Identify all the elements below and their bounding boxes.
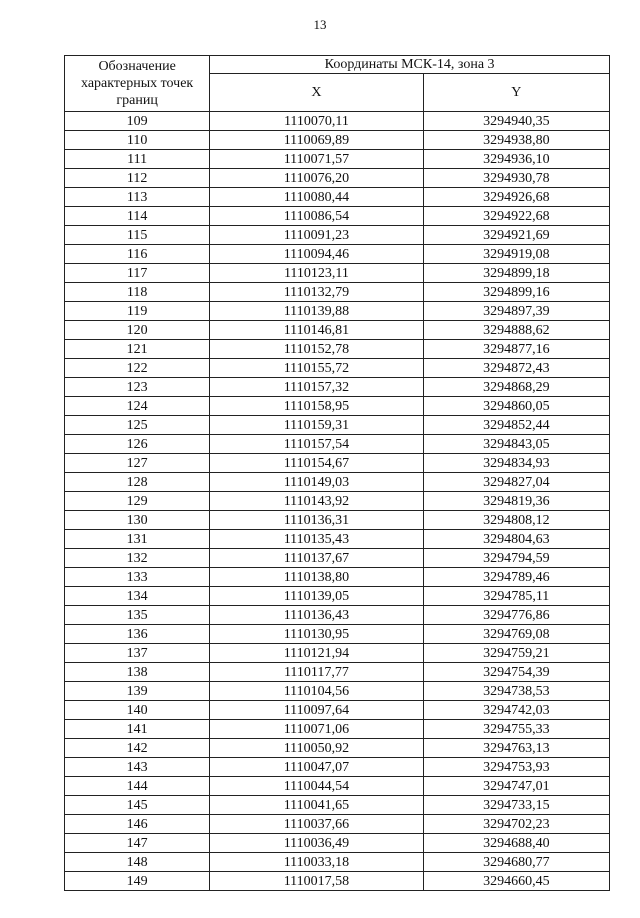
x-coordinate-cell: 1110157,54 [210, 435, 423, 454]
x-coordinate-cell: 1110159,31 [210, 416, 423, 435]
x-coordinate-cell: 1110069,89 [210, 131, 423, 150]
y-coordinate-cell: 3294868,29 [423, 378, 609, 397]
point-id-cell: 119 [65, 302, 210, 321]
table-row [65, 245, 610, 264]
table-row [65, 226, 610, 245]
y-coordinate-cell: 3294852,44 [423, 416, 609, 435]
x-coordinate-cell: 1110123,11 [210, 264, 423, 283]
y-coordinate-cell: 3294785,11 [423, 587, 609, 606]
table-row [65, 473, 610, 492]
x-coordinate-cell: 1110037,66 [210, 815, 423, 834]
x-coordinate-cell: 1110104,56 [210, 682, 423, 701]
y-coordinate-cell: 3294789,46 [423, 568, 609, 587]
y-coordinate-cell: 3294940,35 [423, 112, 609, 131]
y-coordinate-cell: 3294759,21 [423, 644, 609, 663]
point-id-cell: 111 [65, 150, 210, 169]
x-coordinate-cell: 1110158,95 [210, 397, 423, 416]
table-row [65, 739, 610, 758]
point-id-cell: 117 [65, 264, 210, 283]
y-coordinate-cell: 3294834,93 [423, 454, 609, 473]
point-id-cell: 115 [65, 226, 210, 245]
y-coordinate-cell: 3294754,39 [423, 663, 609, 682]
x-coordinate-cell: 1110130,95 [210, 625, 423, 644]
y-coordinate-cell: 3294899,16 [423, 283, 609, 302]
table-row [65, 682, 610, 701]
y-coordinate-cell: 3294888,62 [423, 321, 609, 340]
y-coordinate-cell: 3294919,08 [423, 245, 609, 264]
point-id-cell: 121 [65, 340, 210, 359]
point-id-cell: 133 [65, 568, 210, 587]
y-coordinate-cell: 3294877,16 [423, 340, 609, 359]
x-coordinate-cell: 1110135,43 [210, 530, 423, 549]
point-id-cell: 149 [65, 872, 210, 891]
x-coordinate-cell: 1110154,67 [210, 454, 423, 473]
point-id-cell: 125 [65, 416, 210, 435]
x-coordinate-cell: 1110044,54 [210, 777, 423, 796]
table-row [65, 435, 610, 454]
table-row [65, 359, 610, 378]
table-row [65, 131, 610, 150]
point-id-cell: 126 [65, 435, 210, 454]
point-id-cell: 140 [65, 701, 210, 720]
point-id-cell: 122 [65, 359, 210, 378]
table-row [65, 530, 610, 549]
table-row [65, 169, 610, 188]
y-coordinate-cell: 3294843,05 [423, 435, 609, 454]
point-id-cell: 139 [65, 682, 210, 701]
table-row [65, 815, 610, 834]
table-row [65, 720, 610, 739]
table-row [65, 302, 610, 321]
point-id-cell: 116 [65, 245, 210, 264]
table-row [65, 397, 610, 416]
y-coordinate-cell: 3294763,13 [423, 739, 609, 758]
point-id-cell: 123 [65, 378, 210, 397]
table-row [65, 112, 610, 131]
y-coordinate-cell: 3294776,86 [423, 606, 609, 625]
x-coordinate-cell: 1110136,31 [210, 511, 423, 530]
point-id-cell: 137 [65, 644, 210, 663]
point-id-cell: 112 [65, 169, 210, 188]
x-coordinate-cell: 1110080,44 [210, 188, 423, 207]
point-id-cell: 148 [65, 853, 210, 872]
point-id-cell: 131 [65, 530, 210, 549]
y-coordinate-cell: 3294926,68 [423, 188, 609, 207]
y-coordinate-cell: 3294922,68 [423, 207, 609, 226]
x-coordinate-cell: 1110094,46 [210, 245, 423, 264]
y-coordinate-cell: 3294808,12 [423, 511, 609, 530]
x-coordinate-cell: 1110091,23 [210, 226, 423, 245]
y-coordinate-cell: 3294930,78 [423, 169, 609, 188]
point-id-cell: 118 [65, 283, 210, 302]
y-coordinate-cell: 3294753,93 [423, 758, 609, 777]
x-coordinate-cell: 1110136,43 [210, 606, 423, 625]
y-coordinate-cell: 3294938,80 [423, 131, 609, 150]
table-row [65, 378, 610, 397]
x-coordinate-cell: 1110071,06 [210, 720, 423, 739]
table-row [65, 663, 610, 682]
table-row [65, 758, 610, 777]
y-coordinate-cell: 3294860,05 [423, 397, 609, 416]
y-coordinate-cell: 3294804,63 [423, 530, 609, 549]
table-body [65, 112, 610, 891]
table-row [65, 834, 610, 853]
x-coordinate-cell: 1110117,77 [210, 663, 423, 682]
point-id-cell: 129 [65, 492, 210, 511]
y-coordinate-cell: 3294747,01 [423, 777, 609, 796]
table-row [65, 321, 610, 340]
x-coordinate-cell: 1110076,20 [210, 169, 423, 188]
table-row [65, 492, 610, 511]
table-row [65, 416, 610, 435]
table-row [65, 188, 610, 207]
point-id-cell: 109 [65, 112, 210, 131]
point-id-cell: 143 [65, 758, 210, 777]
table-row [65, 853, 610, 872]
point-id-cell: 127 [65, 454, 210, 473]
x-coordinate-cell: 1110041,65 [210, 796, 423, 815]
point-id-cell: 113 [65, 188, 210, 207]
x-coordinate-cell: 1110050,92 [210, 739, 423, 758]
table-row [65, 549, 610, 568]
x-coordinate-cell: 1110155,72 [210, 359, 423, 378]
point-id-cell: 110 [65, 131, 210, 150]
header-y: Y [423, 74, 609, 112]
y-coordinate-cell: 3294897,39 [423, 302, 609, 321]
point-id-cell: 141 [65, 720, 210, 739]
point-id-cell: 130 [65, 511, 210, 530]
x-coordinate-cell: 1110152,78 [210, 340, 423, 359]
x-coordinate-cell: 1110139,05 [210, 587, 423, 606]
header-coordinate-system: Координаты МСК-14, зона 3 [210, 56, 610, 74]
point-id-cell: 124 [65, 397, 210, 416]
header-point-label: Обозначение характерных точек границ [65, 56, 210, 112]
point-id-cell: 146 [65, 815, 210, 834]
table-row [65, 625, 610, 644]
point-id-cell: 134 [65, 587, 210, 606]
x-coordinate-cell: 1110139,88 [210, 302, 423, 321]
point-id-cell: 144 [65, 777, 210, 796]
table-row [65, 264, 610, 283]
x-coordinate-cell: 1110047,07 [210, 758, 423, 777]
point-id-cell: 147 [65, 834, 210, 853]
point-id-cell: 142 [65, 739, 210, 758]
y-coordinate-cell: 3294827,04 [423, 473, 609, 492]
table-row [65, 872, 610, 891]
y-coordinate-cell: 3294680,77 [423, 853, 609, 872]
y-coordinate-cell: 3294702,23 [423, 815, 609, 834]
x-coordinate-cell: 1110121,94 [210, 644, 423, 663]
x-coordinate-cell: 1110132,79 [210, 283, 423, 302]
x-coordinate-cell: 1110146,81 [210, 321, 423, 340]
y-coordinate-cell: 3294733,15 [423, 796, 609, 815]
y-coordinate-cell: 3294899,18 [423, 264, 609, 283]
table-row [65, 340, 610, 359]
coordinates-table [64, 55, 610, 891]
y-coordinate-cell: 3294872,43 [423, 359, 609, 378]
table-row [65, 150, 610, 169]
y-coordinate-cell: 3294794,59 [423, 549, 609, 568]
point-id-cell: 132 [65, 549, 210, 568]
x-coordinate-cell: 1110017,58 [210, 872, 423, 891]
header-x: X [210, 74, 423, 112]
x-coordinate-cell: 1110036,49 [210, 834, 423, 853]
point-id-cell: 128 [65, 473, 210, 492]
table-row [65, 283, 610, 302]
x-coordinate-cell: 1110070,11 [210, 112, 423, 131]
y-coordinate-cell: 3294660,45 [423, 872, 609, 891]
table-row [65, 454, 610, 473]
x-coordinate-cell: 1110149,03 [210, 473, 423, 492]
table-row [65, 568, 610, 587]
x-coordinate-cell: 1110138,80 [210, 568, 423, 587]
table-row [65, 796, 610, 815]
x-coordinate-cell: 1110071,57 [210, 150, 423, 169]
y-coordinate-cell: 3294738,53 [423, 682, 609, 701]
y-coordinate-cell: 3294755,33 [423, 720, 609, 739]
point-id-cell: 138 [65, 663, 210, 682]
table-row [65, 644, 610, 663]
y-coordinate-cell: 3294921,69 [423, 226, 609, 245]
table-row [65, 701, 610, 720]
table-row [65, 777, 610, 796]
point-id-cell: 114 [65, 207, 210, 226]
table-row [65, 606, 610, 625]
table-row [65, 207, 610, 226]
y-coordinate-cell: 3294936,10 [423, 150, 609, 169]
table-row [65, 511, 610, 530]
point-id-cell: 136 [65, 625, 210, 644]
point-id-cell: 145 [65, 796, 210, 815]
y-coordinate-cell: 3294742,03 [423, 701, 609, 720]
page-number: 13 [313, 17, 327, 32]
y-coordinate-cell: 3294688,40 [423, 834, 609, 853]
x-coordinate-cell: 1110033,18 [210, 853, 423, 872]
x-coordinate-cell: 1110097,64 [210, 701, 423, 720]
x-coordinate-cell: 1110143,92 [210, 492, 423, 511]
y-coordinate-cell: 3294819,36 [423, 492, 609, 511]
x-coordinate-cell: 1110086,54 [210, 207, 423, 226]
y-coordinate-cell: 3294769,08 [423, 625, 609, 644]
point-id-cell: 120 [65, 321, 210, 340]
table-row [65, 587, 610, 606]
point-id-cell: 135 [65, 606, 210, 625]
x-coordinate-cell: 1110137,67 [210, 549, 423, 568]
x-coordinate-cell: 1110157,32 [210, 378, 423, 397]
